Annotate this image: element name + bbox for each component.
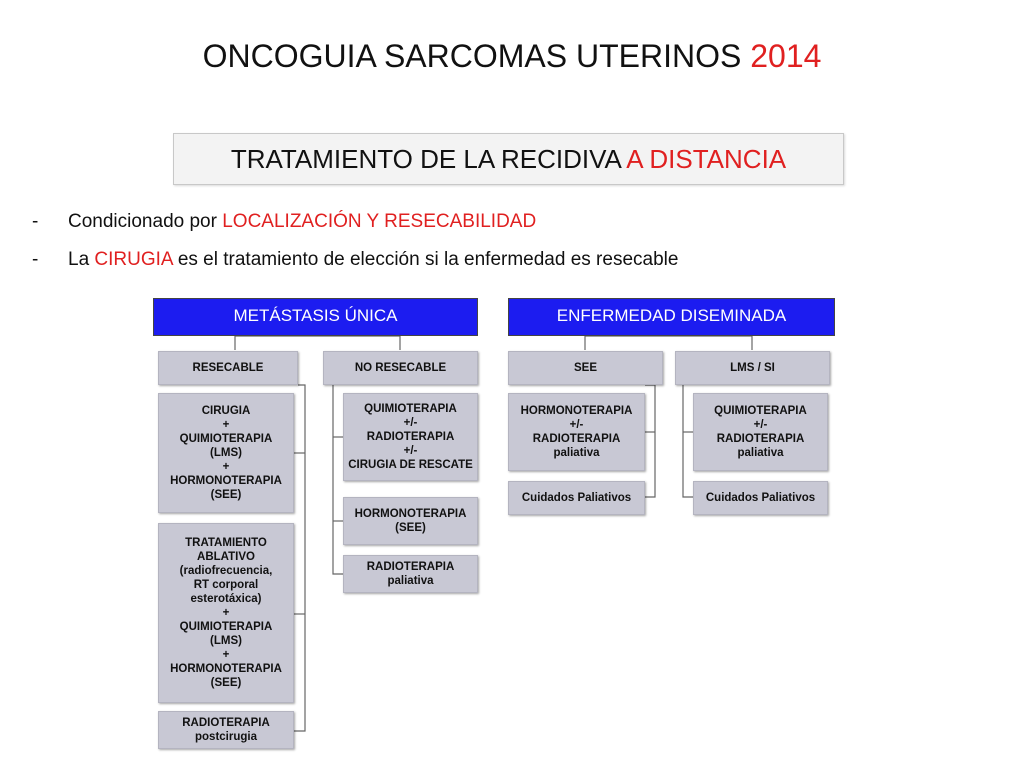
node-no-resecable <box>323 351 478 385</box>
option-hormonoterapia-see <box>343 497 478 545</box>
option-hormonoterapia-radioterapia <box>508 393 645 471</box>
option-text: HORMONOTERAPIA (SEE) <box>354 508 467 534</box>
node-label: SEE <box>573 362 597 374</box>
option-text: RADIOTERAPIA postcirugia <box>182 717 270 743</box>
subtitle-highlight: A DISTANCIA <box>626 144 787 174</box>
connector-line <box>294 385 305 731</box>
node-label: RESECABLE <box>192 362 264 374</box>
option-cuidados-paliativos-see <box>508 481 645 515</box>
option-text: QUIMIOTERAPIA +/- RADIOTERAPIA paliativa <box>714 405 807 459</box>
header-enfermedad-diseminada: ENFERMEDAD DISEMINADA <box>508 298 835 336</box>
header-metastasis-unica: METÁSTASIS ÚNICA <box>153 298 478 336</box>
option-text: Cuidados Paliativos <box>705 492 816 504</box>
option-text: CIRUGIA + QUIMIOTERAPIA (LMS) + HORMONOTERAPIA (SEE) <box>170 405 282 501</box>
bullet-highlight: CIRUGIA <box>94 249 173 270</box>
connector-line <box>683 385 693 497</box>
node-resecable <box>158 351 298 385</box>
node-label: LMS / SI <box>730 362 775 374</box>
option-text: RADIOTERAPIA paliativa <box>366 561 455 587</box>
node-label: NO RESECABLE <box>354 362 447 374</box>
option-text: HORMONOTERAPIA +/- RADIOTERAPIA paliativa <box>520 405 633 459</box>
option-quimioterapia-rescate <box>343 393 478 481</box>
bullet-text: Condicionado por <box>68 211 217 232</box>
option-text: QUIMIOTERAPIA +/- RADIOTERAPIA +/- CIRUGIA DE RESCATE <box>348 403 473 471</box>
option-radioterapia-paliativa <box>343 555 478 593</box>
option-tratamiento-ablativo <box>158 523 294 703</box>
node-see <box>508 351 663 385</box>
connector-line <box>333 385 343 574</box>
option-cirugia <box>158 393 294 513</box>
bullet-text-end: es el tratamiento de elección si la enfermedad es resecable <box>177 249 679 270</box>
bullet-dash: - <box>32 249 39 270</box>
title-main: ONCOGUIA SARCOMAS UTERINOS <box>202 38 742 74</box>
connector-line <box>645 385 655 497</box>
bullet-text: La <box>68 249 90 270</box>
bullet-highlight: LOCALIZACIÓN Y RESECABILIDAD <box>222 211 537 232</box>
option-radioterapia-postcirugia <box>158 711 294 749</box>
option-text: TRATAMIENTO ABLATIVO (radiofrecuencia, RT corporal esterotáxica) + QUIMIOTERAPIA (LMS) + HORMONOTERAPIA (SEE) <box>170 537 282 689</box>
option-cuidados-paliativos-lms <box>693 481 828 515</box>
subtitle-main: TRATAMIENTO DE LA RECIDIVA <box>230 144 621 174</box>
node-lms-si <box>675 351 830 385</box>
option-text: Cuidados Paliativos <box>521 492 632 504</box>
bullet-dash: - <box>32 211 39 232</box>
option-quimioterapia-radioterapia <box>693 393 828 471</box>
title-year: 2014 <box>750 38 822 74</box>
